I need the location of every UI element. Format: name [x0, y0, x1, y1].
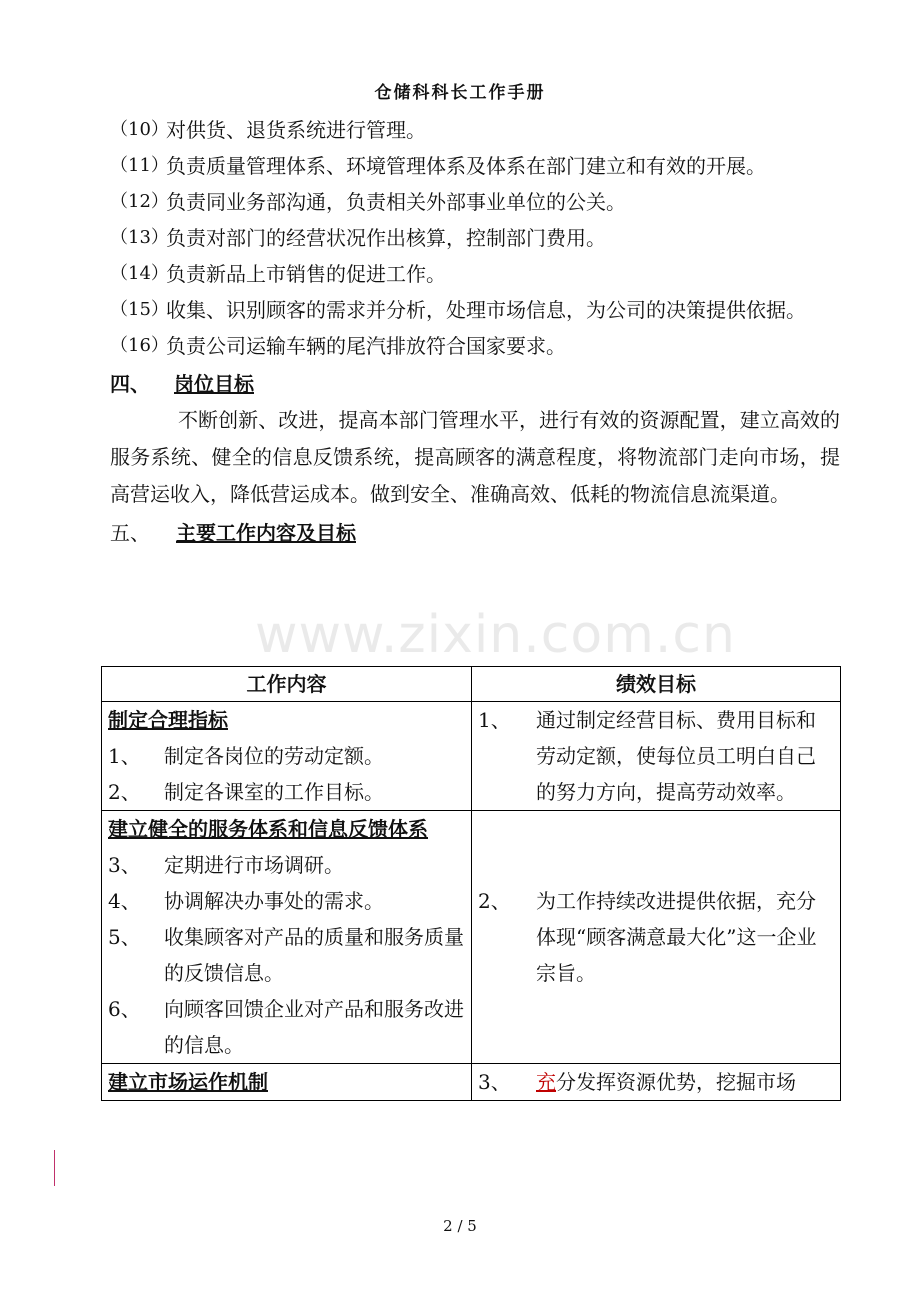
item-text: 定期进行市场调研。 [164, 853, 344, 877]
document-body [110, 112, 840, 551]
table-row [102, 702, 841, 811]
duty-number: （16） [110, 335, 169, 356]
item-number: 3、 [108, 853, 141, 877]
duty-number: （15） [110, 299, 169, 320]
duty-number: （13） [110, 227, 169, 248]
row-title: 建立健全的服务体系和信息反馈体系 [108, 817, 428, 841]
column-header: 工作内容 [102, 667, 472, 702]
list-item [108, 919, 465, 991]
duty-text: 负责对部门的经营状况作出核算，控制部门费用。 [166, 226, 606, 250]
duty-text: 负责新品上市销售的促进工作。 [166, 262, 446, 286]
row-title: 建立市场运作机制 [108, 1070, 268, 1094]
duty-number: （14） [110, 263, 169, 284]
page-header: 仓储科科长工作手册 [374, 83, 546, 103]
goal-item [478, 702, 834, 810]
item-number: 2、 [108, 780, 141, 804]
section-heading-5 [110, 515, 840, 551]
item-number: 4、 [108, 889, 141, 913]
goal-cell [472, 1064, 841, 1101]
duty-item [110, 292, 840, 328]
goal-text: 为工作持续改进提供依据，充分体现“顾客满意最大化”这一企业宗旨。 [536, 889, 817, 985]
duty-item [110, 256, 840, 292]
section-index: 五、 [110, 521, 150, 545]
item-text: 制定各课室的工作目标。 [164, 780, 384, 804]
goal-text: 通过制定经营目标、费用目标和劳动定额，使每位员工明白自己的努力方向，提高劳动效率。 [536, 708, 816, 804]
duty-number: （11） [110, 155, 169, 176]
duty-item [110, 112, 840, 148]
goal-number: 2、 [478, 889, 511, 913]
section-paragraph: 不断创新、改进，提高本部门管理水平，进行有效的资源配置，建立高效的服务系统、健全的信息反馈系统，提高顾客的满意程度，将物流部门走向市场，提高营运收入，降低营运成本。做到安全、准确高效、低耗的物流信息流渠道。 [110, 408, 840, 506]
table-header-row [102, 667, 841, 702]
item-text: 收集顾客对产品的质量和服务质量的反馈信息。 [164, 925, 464, 985]
duty-item [110, 220, 840, 256]
section-title: 岗位目标 [174, 372, 254, 396]
goal-cell [472, 811, 841, 1064]
page-number: 2 / 5 [443, 1217, 477, 1235]
item-text: 制定各岗位的劳动定额。 [164, 744, 384, 768]
goal-text-highlight: 充 [536, 1070, 556, 1094]
goal-number: 1、 [478, 708, 511, 732]
work-content-cell [102, 702, 472, 811]
item-number: 1、 [108, 744, 141, 768]
list-item [108, 847, 465, 883]
item-text: 协调解决办事处的需求。 [164, 889, 384, 913]
duty-text: 对供货、退货系统进行管理。 [166, 118, 426, 142]
section-title: 主要工作内容及目标 [176, 521, 356, 545]
item-number: 5、 [108, 925, 141, 949]
list-item [108, 774, 465, 810]
section-index: 四、 [110, 372, 150, 396]
duty-text: 负责同业务部沟通，负责相关外部事业单位的公关。 [166, 190, 626, 214]
table-row [102, 811, 841, 1064]
goal-text: 分发挥资源优势，挖掘市场 [556, 1070, 796, 1094]
duty-text: 负责公司运输车辆的尾汽排放符合国家要求。 [166, 334, 566, 358]
list-item [108, 738, 465, 774]
goal-number: 3、 [478, 1070, 511, 1094]
goal-item [478, 883, 834, 991]
revision-margin-mark [54, 1150, 55, 1186]
section-heading-4 [110, 366, 840, 402]
work-goals-table [101, 666, 841, 1101]
duty-number: （10） [110, 119, 169, 140]
list-item [108, 883, 465, 919]
duty-item [110, 148, 840, 184]
duty-item [110, 328, 840, 364]
row-title: 制定合理指标 [108, 708, 228, 732]
list-item [108, 991, 465, 1063]
duty-number: （12） [110, 191, 169, 212]
work-content-cell [102, 1064, 472, 1101]
duty-item [110, 184, 840, 220]
work-content-cell [102, 811, 472, 1064]
table-row [102, 1064, 841, 1101]
goal-cell [472, 702, 841, 811]
duty-text: 收集、识别顾客的需求并分析，处理市场信息，为公司的决策提供依据。 [166, 298, 806, 322]
duty-text: 负责质量管理体系、环境管理体系及体系在部门建立和有效的开展。 [166, 154, 766, 178]
watermark: www.zixin.com.cn [255, 605, 736, 665]
item-text: 向顾客回馈企业对产品和服务改进的信息。 [164, 997, 464, 1057]
column-header: 绩效目标 [472, 667, 841, 702]
item-number: 6、 [108, 997, 141, 1021]
goal-item [478, 1064, 834, 1100]
